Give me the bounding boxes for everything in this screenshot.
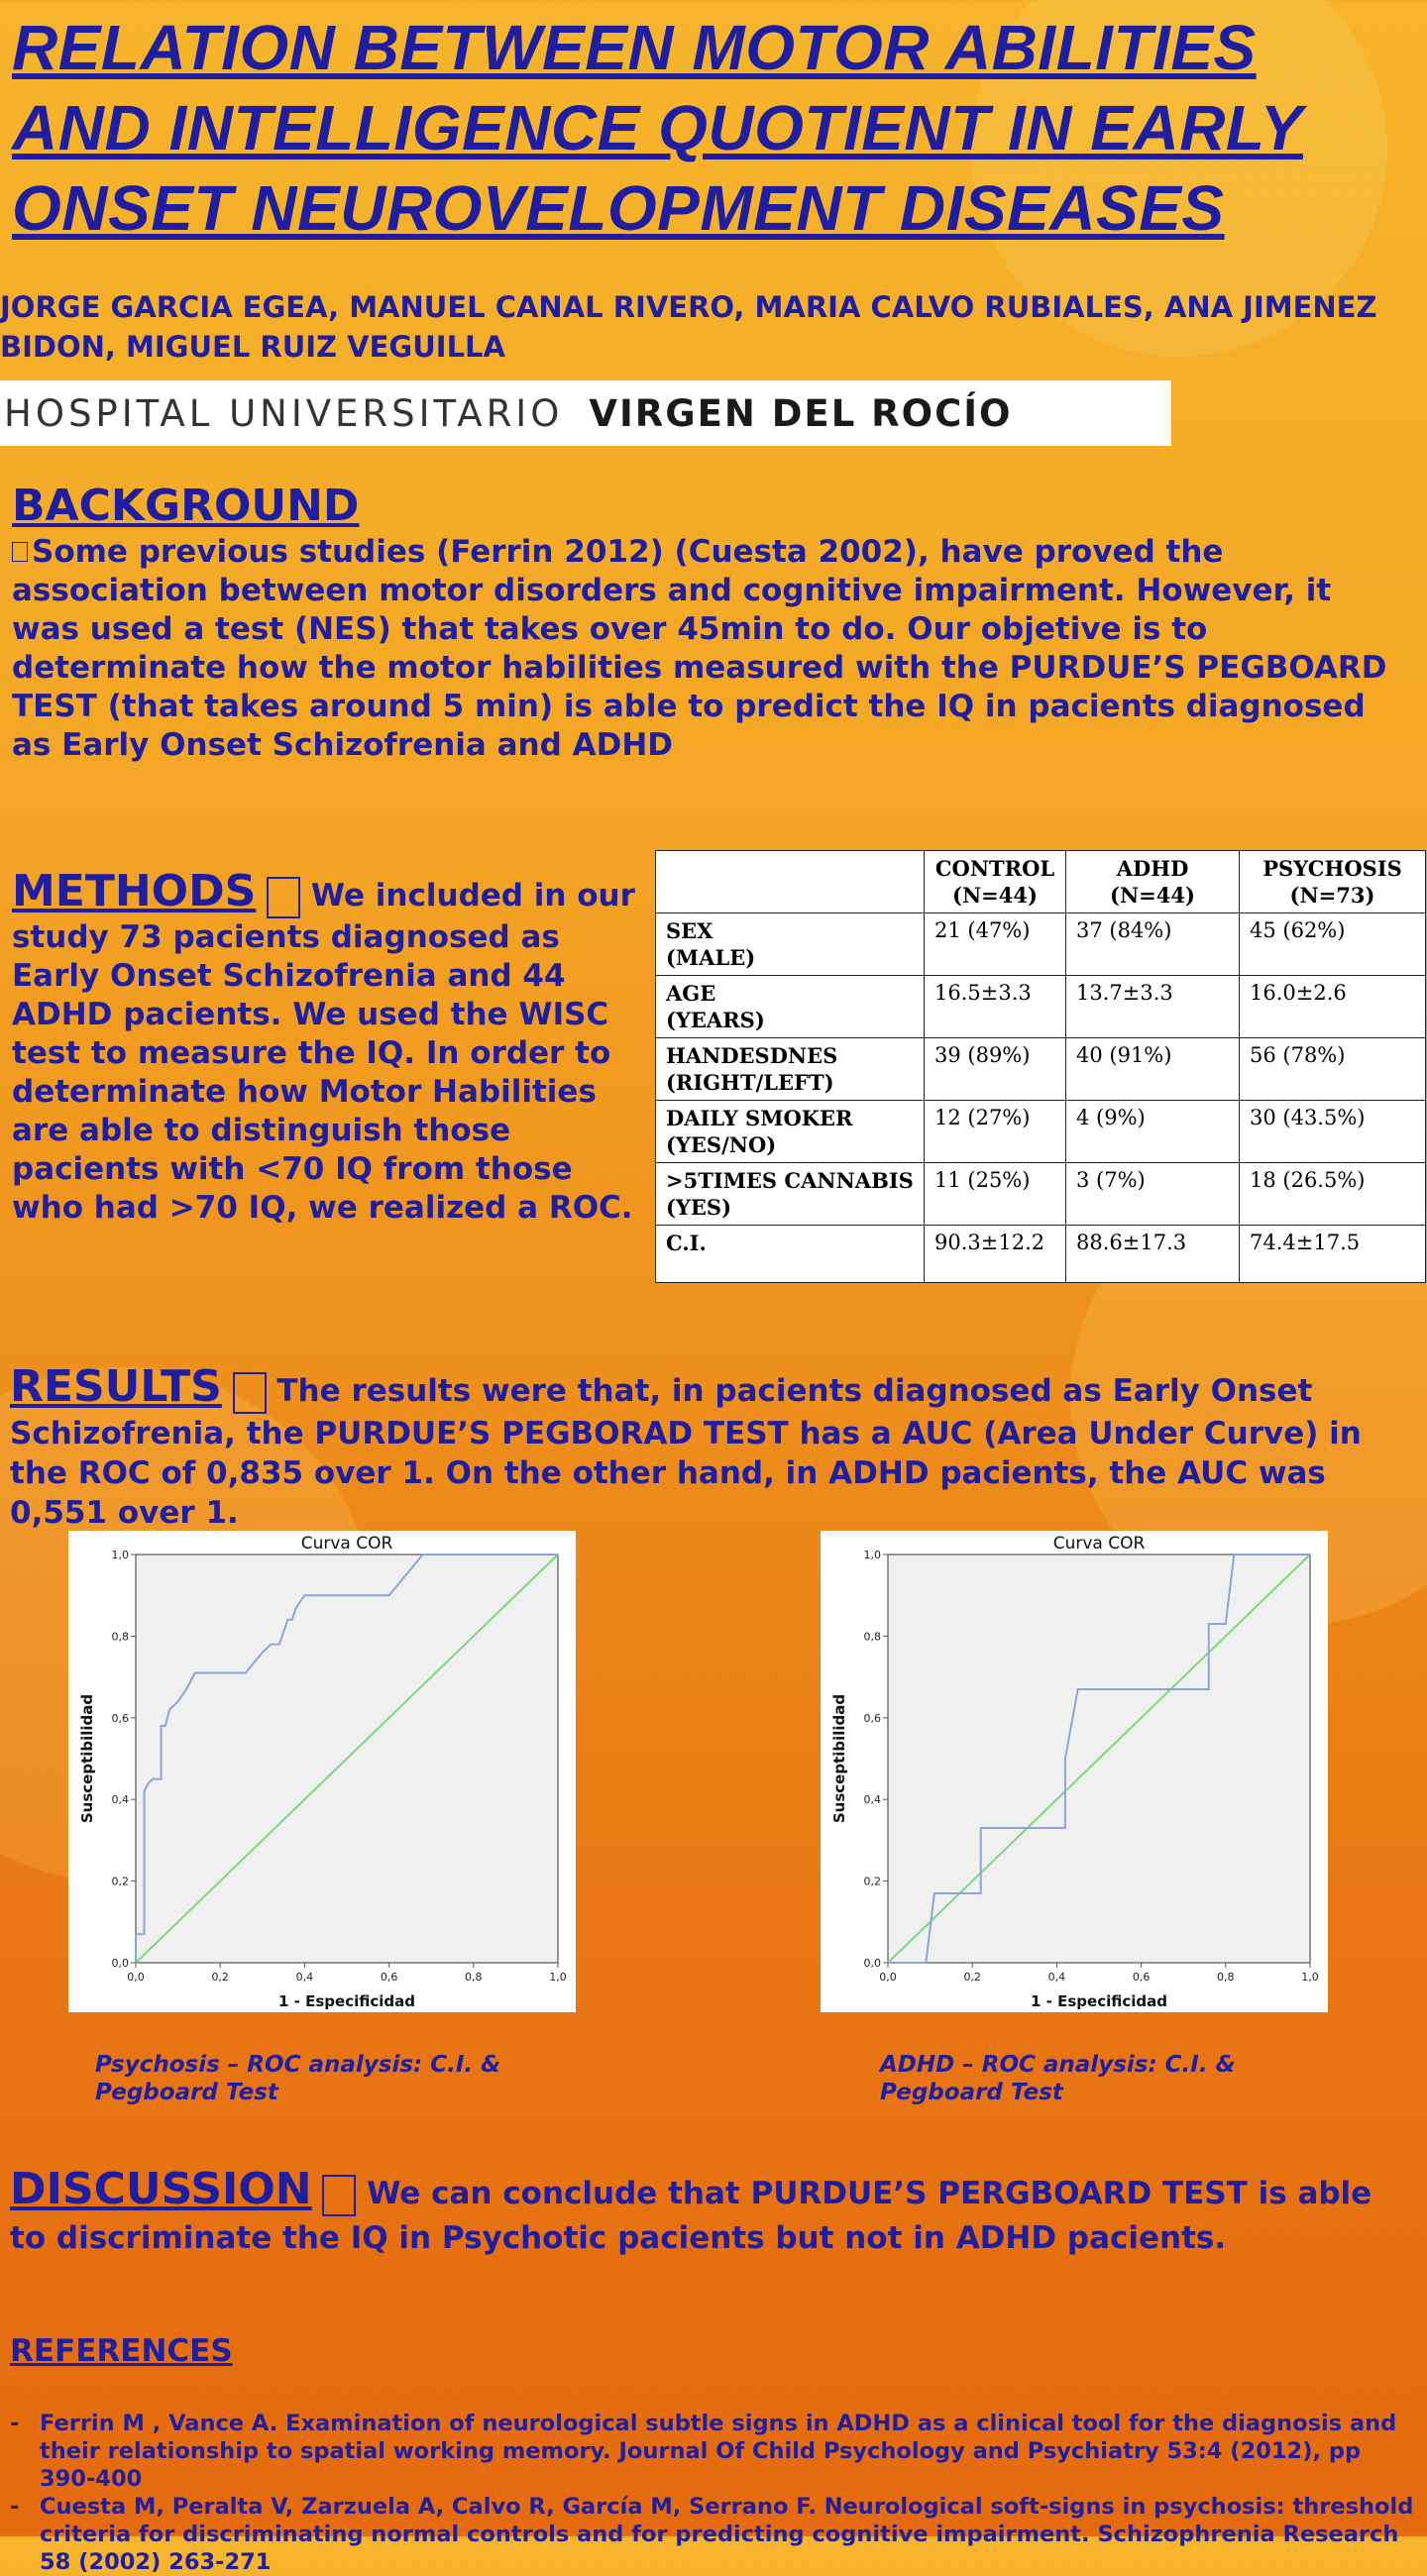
table-cell: 21 (47%) [925,913,1066,976]
table-cell: 30 (43.5%) [1240,1101,1426,1163]
background-text [12,533,1409,765]
chart-title: Curva COR [1052,1534,1146,1554]
table-row [656,976,1426,1038]
methods-heading: METHODS [12,866,257,916]
table-cell: 16.0±2.6 [1240,976,1426,1038]
y-tick-label: 0,0 [111,1957,129,1970]
background-section [12,480,1409,765]
table-cell: 39 (89%) [925,1038,1066,1101]
x-tick-label: 0,2 [963,1971,981,1984]
table-row [656,1163,1426,1226]
x-tick-label: 0,8 [465,1971,483,1984]
table-cell: 45 (62%) [1240,913,1426,976]
x-tick-label: 1,0 [549,1971,567,1984]
column-header-control: CONTROL (N=44) [925,851,1066,913]
table-cell: 11 (25%) [925,1163,1066,1226]
x-axis-label: 1 - Especificidad [1031,1992,1167,2010]
reference-list [10,2410,1417,2576]
x-tick-label: 0,8 [1217,1971,1235,1984]
table-corner-cell [656,851,925,913]
y-tick-label: 0,4 [863,1793,881,1807]
results-text: The results were that, in pacients diagnosed as Early Onset Schizofrenia, the PURDUE’S PEGBORAD TEST has a AUC (Area Under Curve) in the ROC of 0,835 over 1. On the other hand, in ADHD pacients, the AUC was 0,551 over 1. [10,1373,1362,1531]
x-tick-label: 1,0 [1301,1971,1319,1984]
y-tick-label: 0,6 [863,1711,881,1725]
chart-svg [68,1531,576,2012]
y-tick-label: 0,2 [863,1875,881,1888]
discussion-heading: DISCUSSION [10,2164,312,2214]
table-row [656,1101,1426,1163]
methods-box-icon [267,877,300,918]
x-tick-label: 0,0 [879,1971,897,1984]
y-tick-label: 0,8 [111,1630,129,1644]
poster-title: RELATION BETWEEN MOTOR ABILITIES AND INTELLIGENCE QUOTIENT IN EARLY ONSET NEUROVELOPMENT DISEASES [12,12,1303,244]
table-cell: 37 (84%) [1066,913,1240,976]
caption-adhd: ADHD – ROC analysis: C.I. & Pegboard Test [880,2052,1236,2105]
results-section [10,1361,1417,1533]
x-tick-label: 0,4 [1047,1971,1066,1984]
y-tick-label: 0,8 [863,1630,881,1644]
background-paragraph: Some previous studies (Ferrin 2012) (Cuesta 2002), have proved the association between motor disorders and cognitive impairment. However, it was used a test (NES) that takes over 45min to do. Our objetive is to determinate how the motor habilities measured with the PURDUE’S PEGBOARD TEST (that takes around 5 min) is able to predict the IQ in pacients diagnosed as Early Onset Schizofrenia and ADHD [12,534,1387,763]
hospital-logo-banner [0,380,1171,446]
y-tick-label: 1,0 [863,1549,881,1561]
row-label: DAILY SMOKER (YES/NO) [656,1101,925,1163]
table-row [656,1038,1426,1101]
column-header-adhd: ADHD (N=44) [1066,851,1240,913]
table-row [656,913,1426,976]
column-header-psychosis: PSYCHOSIS (N=73) [1240,851,1426,913]
x-tick-label: 0,0 [127,1971,145,1984]
table-cell: 88.6±17.3 [1066,1226,1240,1283]
demographics-table [655,850,1426,1283]
y-tick-label: 0,0 [863,1957,881,1970]
x-tick-label: 0,4 [295,1971,314,1984]
hospital-logo-text: HOSPITAL UNIVERSITARIO [4,391,564,435]
y-axis-label: Susceptibilidad [78,1693,96,1824]
reference-text: Cuesta M, Peralta V, Zarzuela A, Calvo R, García M, Serrano F. Neurological soft-signs in psychosis: threshold criteria for discriminating normal controls and for predicting cognitive impairment. Schizophrenia Research 58 (2002) 263-271 [40,2494,1414,2575]
list-item [10,2493,1417,2576]
table-cell: 90.3±12.2 [925,1226,1066,1283]
table-cell: 18 (26.5%) [1240,1163,1426,1226]
table-cell: 12 (27%) [925,1101,1066,1163]
methods-text: We included in our study 73 pacients diagnosed as Early Onset Schizofrenia and 44 ADHD pacients. We used the WISC test to measure the IQ. In order to determinate how Motor Habilities are able to distinguish those pacients with <70 IQ from those who had >70 IQ, we realized a ROC. [12,878,635,1226]
table-cell: 40 (91%) [1066,1038,1240,1101]
list-dash: - [10,2411,20,2436]
table-cell: 13.7±3.3 [1066,976,1240,1038]
table-row [656,1226,1426,1283]
y-tick-label: 1,0 [111,1549,129,1561]
hospital-logo-name: VIRGEN DEL ROCÍO [589,391,1013,435]
chart-svg [821,1531,1328,2012]
table-cell: 3 (7%) [1066,1163,1240,1226]
table-cell: 4 (9%) [1066,1101,1240,1163]
discussion-section [10,2164,1397,2260]
results-box-icon [233,1372,267,1414]
caption-psychosis: Psychosis – ROC analysis: C.I. & Pegboard Test [95,2052,501,2105]
table-cell: 16.5±3.3 [925,976,1066,1038]
x-axis-label: 1 - Especificidad [278,1992,415,2010]
y-tick-label: 0,2 [111,1875,129,1888]
table-cell: 74.4±17.5 [1240,1226,1426,1283]
list-item [10,2410,1417,2493]
table-cell: 56 (78%) [1240,1038,1426,1101]
results-heading: RESULTS [10,1361,222,1412]
row-label: AGE (YEARS) [656,976,925,1038]
discussion-text: We can conclude that PURDUE’S PERGBOARD TEST is able to discriminate the IQ in Psychotic pacients but not in ADHD pacients. [10,2176,1372,2256]
x-tick-label: 0,2 [211,1971,229,1984]
y-axis-label: Susceptibilidad [830,1693,848,1824]
row-label: SEX (MALE) [656,913,925,976]
background-heading: BACKGROUND [12,481,360,531]
methods-section [12,866,646,1228]
row-label: C.I. [656,1226,925,1283]
x-tick-label: 0,6 [1132,1971,1151,1984]
roc-chart-adhd [821,1531,1328,2012]
bullet-box-icon [12,542,28,562]
x-tick-label: 0,6 [380,1971,398,1984]
references-heading: REFERENCES [10,2333,233,2369]
roc-chart-psychosis [68,1531,576,2012]
table-header-row [656,851,1426,913]
reference-text: Ferrin M , Vance A. Examination of neurological subtle signs in ADHD as a clinical tool for the diagnosis and their relationship to spatial working memory. Journal Of Child Psychology and Psychiatry 53:4 (2012), pp 390-400 [40,2411,1397,2492]
list-dash: - [10,2494,20,2520]
author-list: JORGE GARCIA EGEA, MANUEL CANAL RIVERO, MARIA CALVO RUBIALES, ANA JIMENEZ BIDON, MIGUEL RUIZ VEGUILLA [0,290,1377,364]
y-tick-label: 0,4 [111,1793,129,1807]
discussion-box-icon [322,2175,356,2216]
y-tick-label: 0,6 [111,1711,129,1725]
row-label: >5TIMES CANNABIS (YES) [656,1163,925,1226]
row-label: HANDESDNES (RIGHT/LEFT) [656,1038,925,1101]
chart-title: Curva COR [300,1534,393,1554]
